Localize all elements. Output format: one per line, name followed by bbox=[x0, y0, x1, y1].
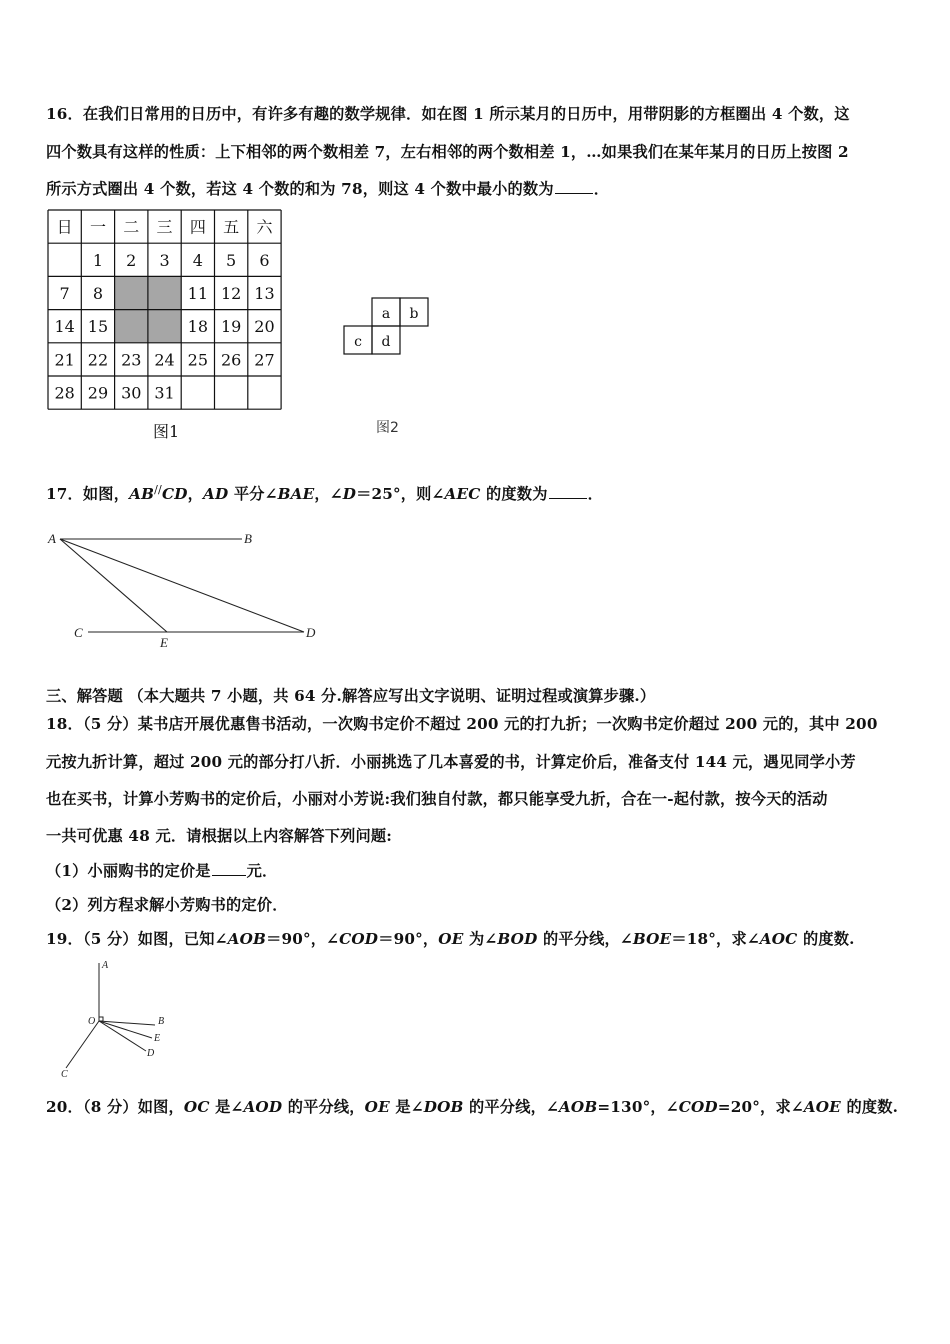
calendar-day: 28 bbox=[54, 383, 75, 403]
calendar-day: 27 bbox=[254, 350, 275, 370]
figure-q19 bbox=[55, 955, 185, 1085]
q18-line-2: 元按九折计算，超过 200 元的部分打八折．小丽挑选了几本喜爱的书，计算定价后，准备支付 144 元，遇见同学小芳 bbox=[46, 753, 856, 771]
calendar-day: 29 bbox=[87, 383, 109, 403]
q18-sub-2: （2）列方程求解小芳购书的定价． bbox=[46, 896, 288, 914]
cell-c: c bbox=[354, 334, 362, 350]
calendar-day: 13 bbox=[254, 284, 275, 303]
q17-line: 17．如图，AB//CD，AD 平分∠BAE，∠D＝25°，则∠AEC 的度数为 ． bbox=[46, 483, 603, 504]
calendar-day: 31 bbox=[154, 383, 175, 403]
calendar-day: 3 bbox=[159, 250, 170, 270]
q18-line-1: 18．（5 分）某书店开展优惠售书活动，一次购书定价不超过 200 元的打九折；一次购书定价超过 200 元的，其中 200 bbox=[46, 715, 878, 733]
parallel-symbol: // bbox=[154, 483, 162, 496]
cell-d: d bbox=[381, 334, 391, 350]
answer-blank bbox=[555, 179, 593, 194]
label-d: D bbox=[147, 1048, 155, 1059]
answer-blank bbox=[549, 484, 587, 499]
figure-1-calendar bbox=[40, 200, 290, 450]
weekday-header: 二 bbox=[123, 217, 140, 237]
weekday-header: 四 bbox=[189, 217, 206, 237]
calendar-day: 1 bbox=[92, 250, 104, 270]
weekday-header: 三 bbox=[156, 217, 173, 237]
label-e: E bbox=[154, 1033, 161, 1044]
calendar-day: 2 bbox=[126, 250, 137, 270]
section-3-heading: 三、解答题 （本大题共 7 小题，共 64 分.解答应写出文字说明、证明过程或演算步骤.） bbox=[46, 687, 656, 705]
q19-line: 19．（5 分）如图，已知∠AOB＝90°，∠COD＝90°，OE 为∠BOD 的平分线，∠BOE＝18°，求∠AOC 的度数. bbox=[46, 930, 855, 948]
label-c: C bbox=[74, 625, 83, 640]
label-a: A bbox=[48, 531, 56, 546]
weekday-header: 六 bbox=[256, 217, 273, 237]
label-d: D bbox=[306, 625, 316, 640]
cell-a: a bbox=[381, 306, 391, 322]
calendar-day: 4 bbox=[192, 250, 203, 270]
calendar-day: 30 bbox=[121, 383, 142, 403]
label-o: O bbox=[88, 1016, 96, 1027]
calendar-day: 21 bbox=[54, 350, 75, 370]
label-b: B bbox=[158, 1016, 165, 1027]
label-e: E bbox=[160, 635, 168, 650]
calendar-day: 7 bbox=[59, 284, 70, 303]
calendar-day: 24 bbox=[154, 350, 175, 370]
q18-sub-1: （1）小丽购书的定价是 元． bbox=[46, 862, 278, 880]
calendar-day: 8 bbox=[92, 284, 104, 303]
q20-line: 20．（8 分）如图，OC 是∠AOD 的平分线，OE 是∠DOB 的平分线，∠AOB=130°，∠COD=20°，求∠AOE 的度数. bbox=[46, 1098, 899, 1116]
label-c: C bbox=[61, 1069, 68, 1080]
calendar-day: 15 bbox=[87, 317, 109, 337]
calendar-day: 14 bbox=[54, 317, 75, 337]
q16-line-2: 四个数具有这样的性质：上下相邻的两个数相差 7，左右相邻的两个数相差 1，…如果我们在某年某月的日历上按图 2 bbox=[46, 143, 849, 161]
calendar-day: 19 bbox=[220, 317, 242, 337]
label-b: B bbox=[244, 531, 252, 546]
calendar-day: 20 bbox=[254, 317, 275, 337]
figure-q17 bbox=[46, 528, 336, 653]
figure-2-caption: 图2 bbox=[376, 420, 399, 436]
q18-line-4: 一共可优惠 48 元．请根据以上内容解答下列问题: bbox=[46, 827, 393, 845]
calendar-day: 11 bbox=[187, 284, 209, 303]
q18-line-3: 也在买书，计算小芳购书的定价后，小丽对小芳说:我们独自付款，都只能享受九折，合在一-起付款，按今天的活动 bbox=[46, 790, 828, 808]
figure-2 bbox=[338, 290, 438, 440]
weekday-header: 一 bbox=[89, 217, 106, 237]
weekday-header: 五 bbox=[223, 217, 240, 237]
q16-line-3: 所示方式圈出 4 个数，若这 4 个数的和为 78，则这 4 个数中最小的数为 ． bbox=[46, 180, 610, 198]
q16-line-1: 16．在我们日常用的日历中，有许多有趣的数学规律．如在图 1 所示某月的日历中，用带阴影的方框圈出 4 个数，这 bbox=[46, 105, 850, 123]
calendar-day: 22 bbox=[87, 350, 109, 370]
label-a: A bbox=[102, 960, 109, 971]
calendar-day: 6 bbox=[259, 250, 270, 270]
cell-b: b bbox=[409, 306, 419, 322]
calendar-day: 25 bbox=[187, 350, 209, 370]
weekday-header: 日 bbox=[56, 217, 73, 237]
figure-1-caption: 图1 bbox=[153, 422, 180, 441]
calendar-day: 5 bbox=[226, 250, 237, 270]
calendar-day: 12 bbox=[220, 284, 242, 303]
calendar-day: 18 bbox=[187, 317, 209, 337]
calendar-day: 26 bbox=[220, 350, 242, 370]
calendar-day: 23 bbox=[121, 350, 142, 370]
answer-blank bbox=[212, 861, 246, 876]
